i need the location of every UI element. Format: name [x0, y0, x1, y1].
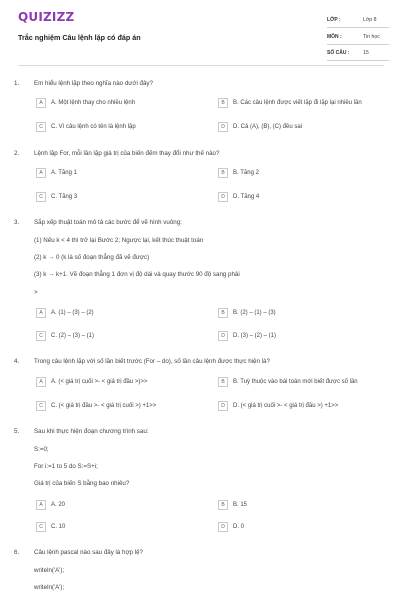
option-text: D. Cả (A), (B), (C) đều sai	[233, 123, 303, 130]
option-text: B. 15	[233, 501, 248, 508]
question-text: Lệnh lặp For, mỗi lần lặp giá trị của biến đếm thay đổi như thế nào?	[34, 150, 220, 157]
option-letter-box[interactable]: C	[36, 192, 46, 202]
option-letter-box[interactable]: B	[218, 308, 228, 318]
meta-panel	[327, 14, 389, 64]
option-text: C. Tăng 3	[51, 193, 78, 200]
quizizz-logo[interactable]: QUIZIZZ	[18, 10, 75, 24]
option-text: B. (2) – (1) – (3)	[233, 309, 276, 316]
option-text: C. Vì câu lệnh có tên là lệnh lặp	[51, 123, 136, 130]
option-text: D. 0	[233, 523, 245, 530]
option-letter-box[interactable]: A	[36, 168, 46, 178]
meta-row-count	[327, 47, 389, 61]
option-text: D. (3) – (2) – (1)	[233, 332, 277, 339]
document-header	[0, 0, 400, 68]
meta-row-grade	[327, 14, 389, 28]
question-number: 2.	[14, 150, 20, 157]
option-letter-box[interactable]: D	[218, 522, 228, 532]
option-text: B. Tăng 2	[233, 169, 259, 176]
question-number: 4.	[14, 358, 20, 365]
header-divider	[18, 65, 384, 66]
meta-value: Tin học	[363, 33, 380, 40]
question-number: 6.	[14, 549, 20, 556]
meta-value: 15	[363, 50, 369, 56]
question-number: 1.	[14, 80, 20, 87]
question-line: >	[34, 289, 38, 296]
option-letter-box[interactable]: D	[218, 192, 228, 202]
option-letter-box[interactable]: A	[36, 308, 46, 318]
question-line: (2) k → 0 (k là số đoạn thẳng đã vẽ được)	[34, 254, 150, 261]
option-letter-box[interactable]: D	[218, 401, 228, 411]
option-letter-box[interactable]: C	[36, 401, 46, 411]
option-text: D. (< giá trị cuối >- < giá trị đầu >) +1>>	[233, 402, 339, 409]
question-number: 3.	[14, 219, 20, 226]
option-text: A. 20	[51, 501, 66, 508]
option-text: B. Các câu lệnh được viết lặp đi lặp lại nhiều lần	[233, 99, 362, 106]
question-text: Câu lệnh pascal nào sau đây là hợp lệ?	[34, 549, 143, 556]
question-line: Giá trị của biến S bằng bao nhiêu?	[34, 480, 130, 487]
option-text: B. Tuỳ thuộc vào bài toán mới biết được số lần	[233, 378, 358, 385]
option-text: C. (2) – (3) – (1)	[51, 332, 95, 339]
meta-label: SỐ CÂU :	[327, 50, 350, 56]
option-letter-box[interactable]: A	[36, 500, 46, 510]
question-line: (1) Nếu k < 4 thì trở lại Bước 2; Ngược lại, kết thúc thuật toán	[34, 237, 204, 244]
option-text: D. Tăng 4	[233, 193, 260, 200]
question-line: For i:=1 to 5 do S:=S+i;	[34, 463, 98, 470]
question-text: Trong câu lệnh lặp với số lần biết trước (For – do), số lần câu lệnh được thực hiện là?	[34, 358, 270, 365]
option-letter-box[interactable]: D	[218, 122, 228, 132]
question-text: Sau khi thực hiện đoạn chương trình sau:	[34, 428, 149, 435]
option-letter-box[interactable]: D	[218, 331, 228, 341]
option-letter-box[interactable]: B	[218, 377, 228, 387]
option-letter-box[interactable]: B	[218, 500, 228, 510]
question-text: Em hiểu lệnh lặp theo nghĩa nào dưới đây?	[34, 80, 153, 87]
option-letter-box[interactable]: A	[36, 98, 46, 108]
option-letter-box[interactable]: B	[218, 98, 228, 108]
option-text: A. Tăng 1	[51, 169, 77, 176]
question-line: S:=0;	[34, 446, 49, 453]
question-number: 5.	[14, 428, 20, 435]
option-text: C. 10	[51, 523, 66, 530]
question-text: Sắp xếp thuật toán mô tả các bước để vẽ hình vuông:	[34, 219, 182, 226]
option-text: C. (< giá trị đầu >- < giá trị cuối >) +1>>	[51, 402, 157, 409]
option-letter-box[interactable]: B	[218, 168, 228, 178]
question-line: writeln('A');	[34, 567, 65, 574]
question-line: writeln('A');	[34, 584, 65, 591]
option-text: A. Một lệnh thay cho nhiều lệnh	[51, 99, 136, 106]
option-letter-box[interactable]: A	[36, 377, 46, 387]
meta-label: MÔN :	[327, 33, 342, 40]
page-title: Trắc nghiệm Câu lệnh lặp có đáp án	[18, 33, 141, 42]
option-text: A. (< giá trị cuối >- < giá trị đầu >)>>	[51, 378, 148, 385]
option-text: A. (1) – (3) – (2)	[51, 309, 94, 316]
meta-label: LỚP :	[327, 17, 341, 23]
meta-value: Lớp 8	[363, 17, 377, 23]
option-letter-box[interactable]: C	[36, 331, 46, 341]
meta-row-subject	[327, 31, 389, 45]
question-line: (3) k → k+1. Vẽ đoạn thẳng 1 đơn vị độ dài và quay thước 90 độ sang phải	[34, 271, 240, 278]
option-letter-box[interactable]: C	[36, 122, 46, 132]
option-letter-box[interactable]: C	[36, 522, 46, 532]
